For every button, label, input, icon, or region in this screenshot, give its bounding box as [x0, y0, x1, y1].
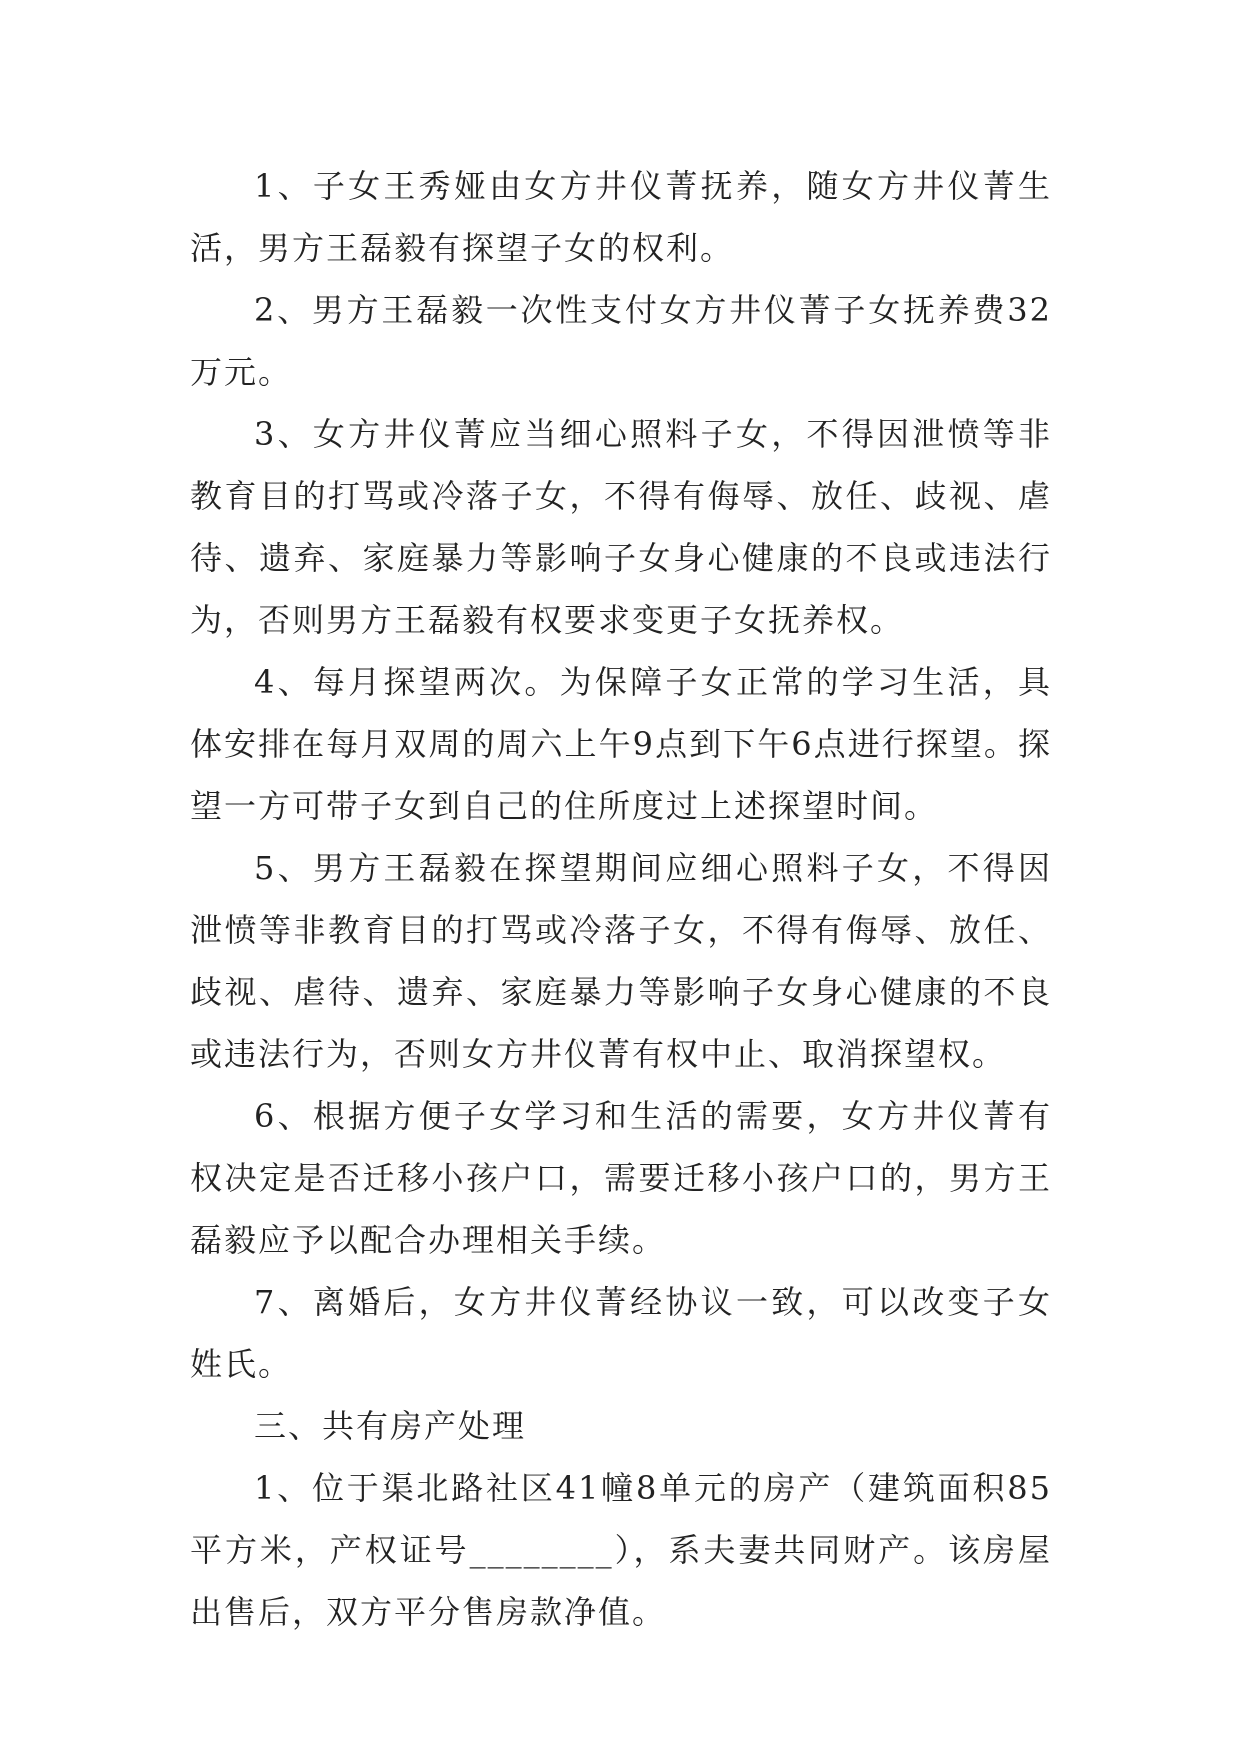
paragraph-surname-change: 7、离婚后，女方井仪菁经协议一致，可以改变子女姓氏。 — [190, 1283, 1052, 1383]
paragraph-household-registration: 6、根据方便子女学习和生活的需要，女方井仪菁有权决定是否迁移小孩户口，需要迁移小孩户口的，男方王磊毅应予以配合办理相关手续。 — [190, 1097, 1052, 1259]
document-body — [190, 155, 1052, 1643]
paragraph-visitation-conduct: 5、男方王磊毅在探望期间应细心照料子女，不得因泄愤等非教育目的打骂或冷落子女，不得有侮辱、放任、歧视、虐待、遗弃、家庭暴力等影响子女身心健康的不良或违法行为，否则女方井仪菁有权中止、取消探望权。 — [190, 849, 1052, 1073]
paragraph-custody: 1、子女王秀娅由女方井仪菁抚养，随女方井仪菁生活，男方王磊毅有探望子女的权利。 — [190, 167, 1052, 267]
paragraph-care-obligation: 3、女方井仪菁应当细心照料子女，不得因泄愤等非教育目的打骂或冷落子女，不得有侮辱、放任、歧视、虐待、遗弃、家庭暴力等影响子女身心健康的不良或违法行为，否则男方王磊毅有权要求变更子女抚养权。 — [190, 415, 1052, 639]
paragraph-support-payment: 2、男方王磊毅一次性支付女方井仪菁子女抚养费32万元。 — [190, 291, 1052, 391]
section-heading-property: 三、共有房产处理 — [254, 1407, 527, 1445]
paragraph-visitation-schedule: 4、每月探望两次。为保障子女正常的学习生活，具体安排在每月双周的周六上午9点到下午6点进行探望。探望一方可带子女到自己的住所度过上述探望时间。 — [190, 663, 1052, 825]
paragraph-property-division: 1、位于渠北路社区41幢8单元的房产（建筑面积85平方米，产权证号________），系夫妻共同财产。该房屋出售后，双方平分售房款净值。 — [190, 1469, 1052, 1631]
